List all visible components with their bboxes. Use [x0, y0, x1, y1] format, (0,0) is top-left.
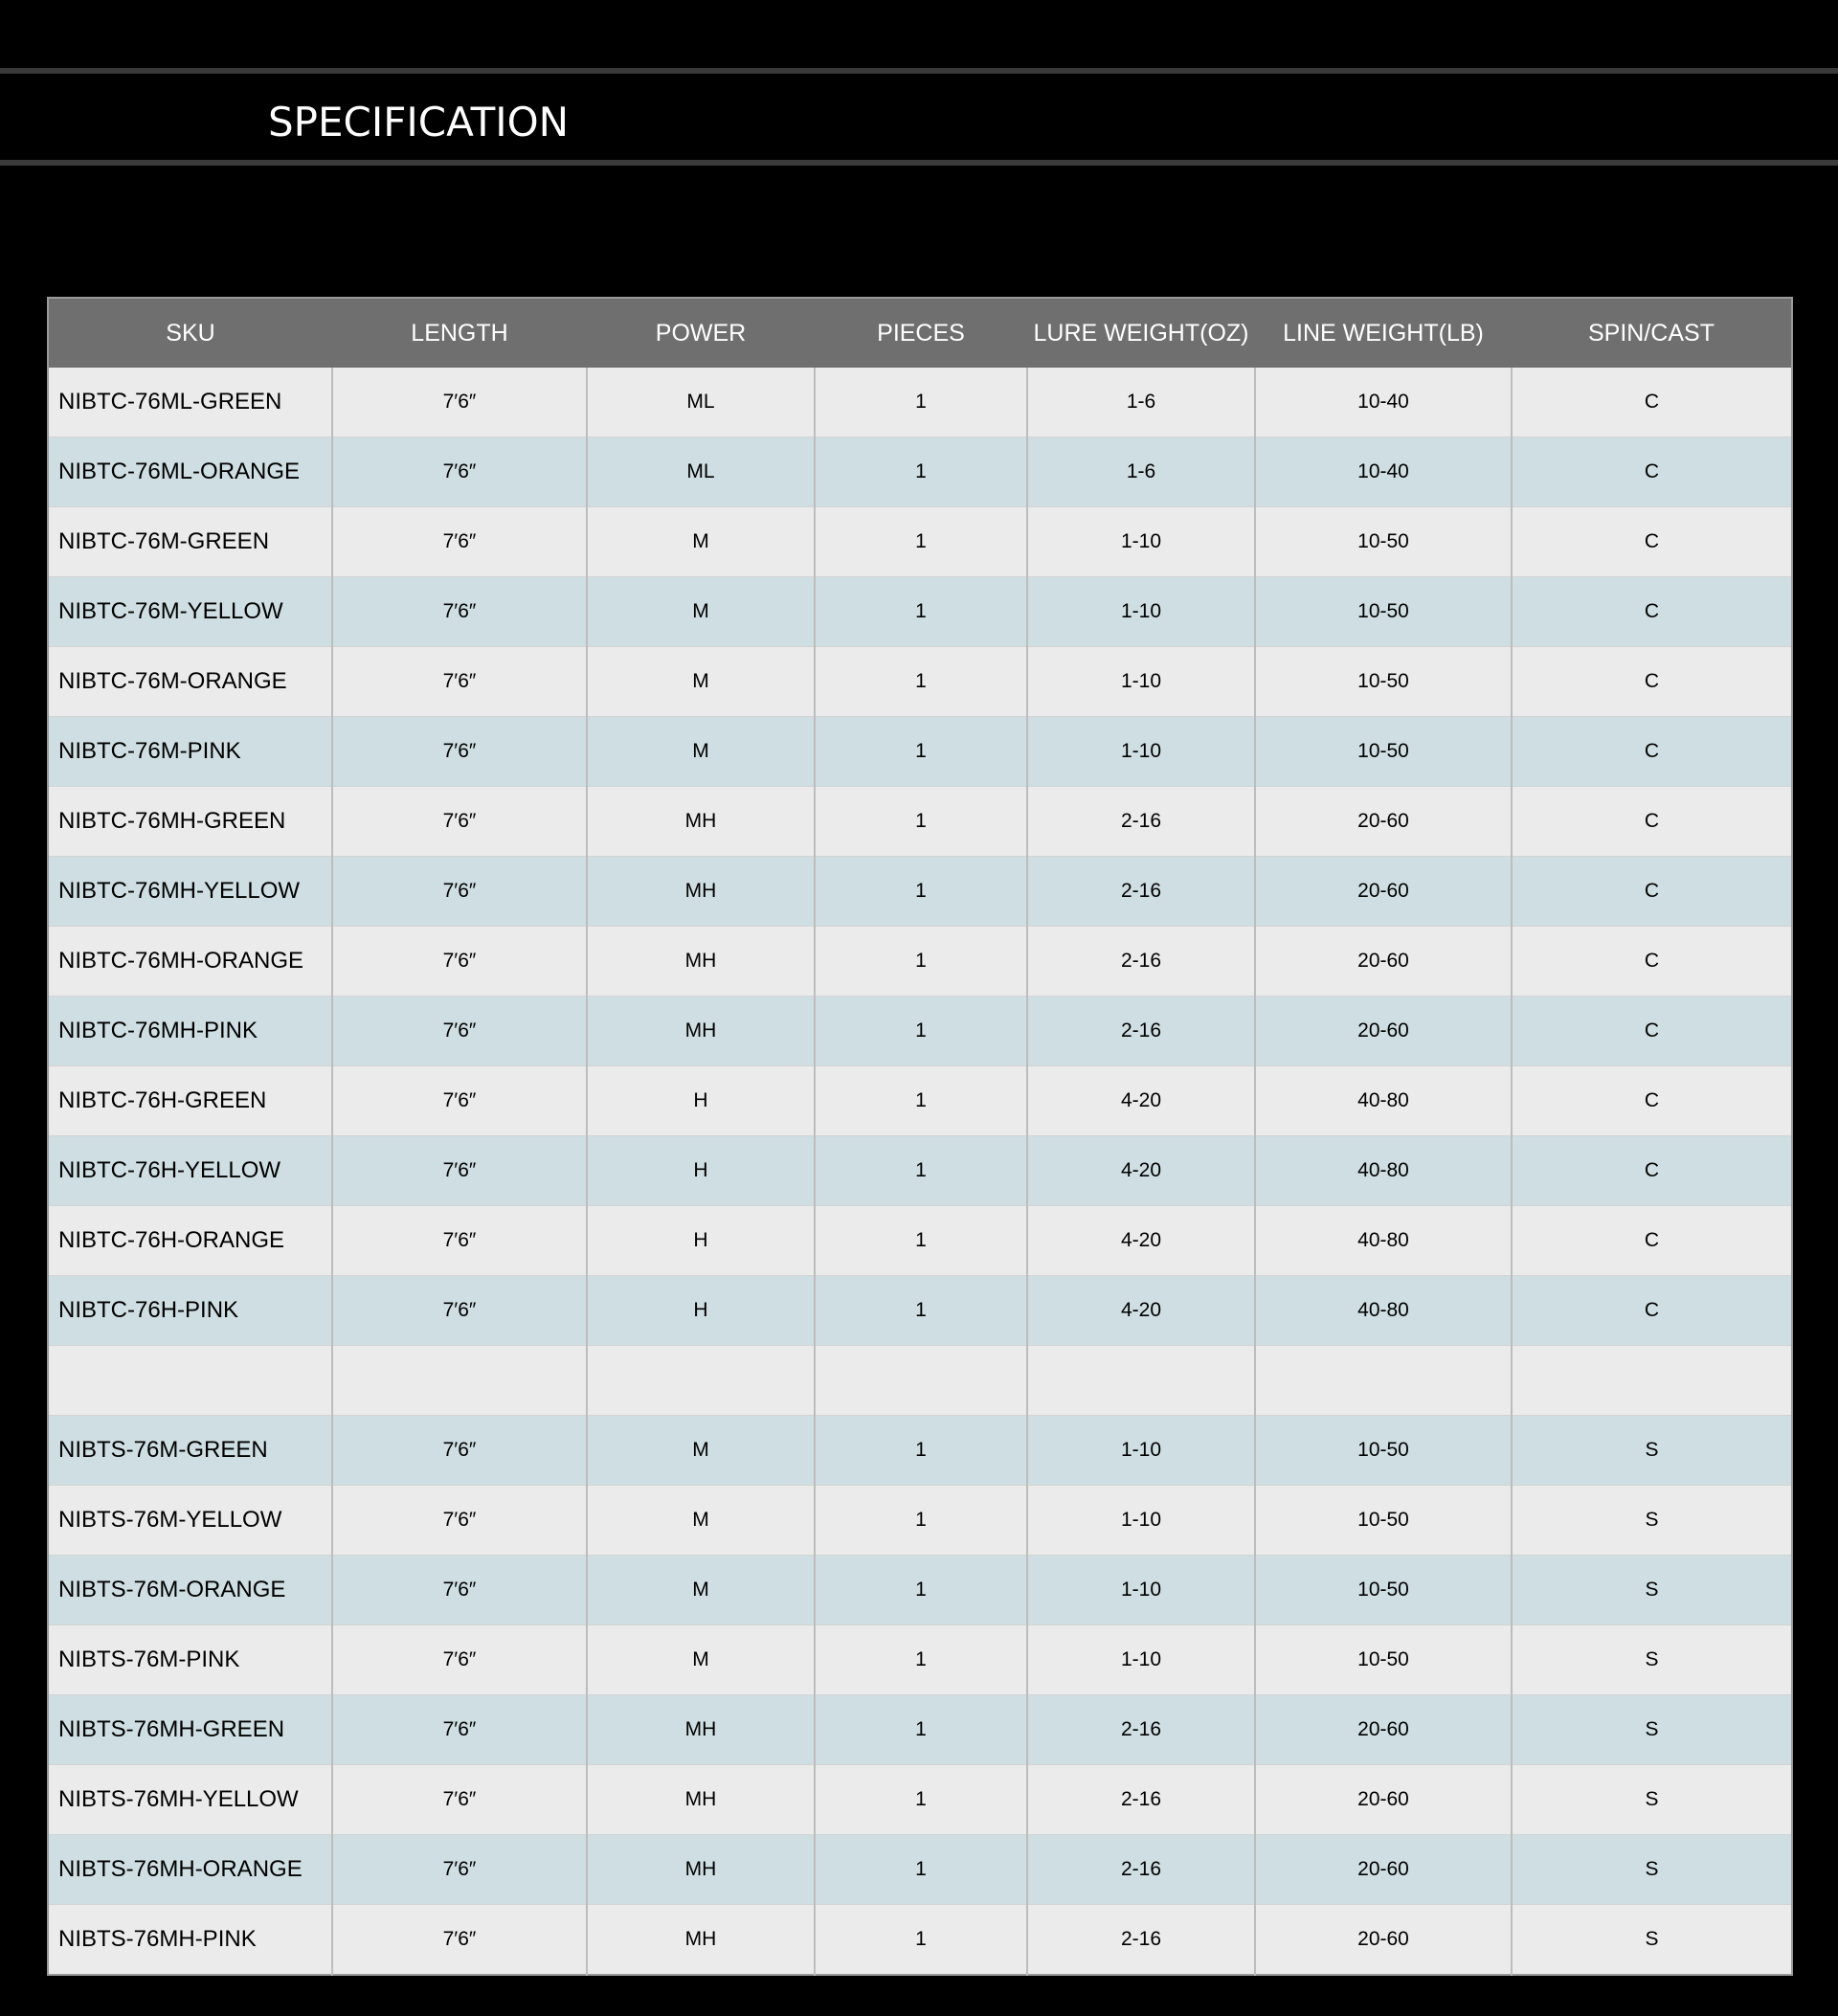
cell-pieces: 1 [815, 1625, 1027, 1695]
cell-sku: NIBTS-76M-YELLOW [48, 1486, 332, 1556]
cell-length: 7′6″ [332, 368, 587, 437]
table-row [48, 1276, 1792, 1346]
cell-lure-weight: 2-16 [1027, 927, 1255, 997]
cell-pieces: 1 [815, 787, 1027, 857]
cell-spin-cast: C [1512, 787, 1792, 857]
cell-line-weight: 10-50 [1255, 717, 1512, 787]
cell-sku: NIBTC-76M-YELLOW [48, 577, 332, 647]
cell-spin-cast: S [1512, 1556, 1792, 1625]
cell-pieces [815, 1346, 1027, 1416]
cell-line-weight: 10-50 [1255, 1486, 1512, 1556]
cell-line-weight: 20-60 [1255, 787, 1512, 857]
column-header-sku: SKU [48, 298, 332, 368]
cell-length: 7′6″ [332, 857, 587, 927]
cell-power: M [587, 577, 815, 647]
cell-line-weight: 20-60 [1255, 1835, 1512, 1905]
page-title: SPECIFICATION [268, 99, 570, 146]
cell-spin-cast: C [1512, 577, 1792, 647]
table-row [48, 857, 1792, 927]
cell-sku: NIBTS-76M-PINK [48, 1625, 332, 1695]
cell-spin-cast: S [1512, 1416, 1792, 1486]
cell-lure-weight: 2-16 [1027, 1905, 1255, 1976]
cell-lure-weight: 2-16 [1027, 1765, 1255, 1835]
cell-sku: NIBTC-76MH-GREEN [48, 787, 332, 857]
cell-lure-weight: 1-6 [1027, 368, 1255, 437]
cell-lure-weight [1027, 1346, 1255, 1416]
cell-pieces: 1 [815, 1276, 1027, 1346]
cell-line-weight [1255, 1346, 1512, 1416]
cell-line-weight: 10-50 [1255, 1556, 1512, 1625]
cell-power: M [587, 507, 815, 577]
table-row [48, 1556, 1792, 1625]
cell-power: M [587, 1486, 815, 1556]
cell-sku: NIBTC-76M-GREEN [48, 507, 332, 577]
cell-spin-cast: C [1512, 1276, 1792, 1346]
table-row [48, 1416, 1792, 1486]
table-body [48, 368, 1792, 1975]
cell-sku: NIBTC-76ML-ORANGE [48, 437, 332, 507]
cell-sku [48, 1346, 332, 1416]
cell-line-weight: 20-60 [1255, 927, 1512, 997]
cell-line-weight: 10-50 [1255, 647, 1512, 717]
cell-power: M [587, 1556, 815, 1625]
cell-length: 7′6″ [332, 1765, 587, 1835]
cell-pieces: 1 [815, 1136, 1027, 1206]
cell-lure-weight: 1-10 [1027, 1416, 1255, 1486]
cell-sku: NIBTC-76M-PINK [48, 717, 332, 787]
column-header-line-weight: LINE WEIGHT(LB) [1255, 298, 1512, 368]
cell-line-weight: 40-80 [1255, 1276, 1512, 1346]
cell-spin-cast: C [1512, 507, 1792, 577]
cell-pieces: 1 [815, 717, 1027, 787]
cell-spin-cast: C [1512, 1066, 1792, 1136]
cell-line-weight: 40-80 [1255, 1066, 1512, 1136]
cell-lure-weight: 1-10 [1027, 577, 1255, 647]
cell-pieces: 1 [815, 1066, 1027, 1136]
cell-power: M [587, 1625, 815, 1695]
cell-pieces: 1 [815, 647, 1027, 717]
cell-line-weight: 40-80 [1255, 1136, 1512, 1206]
cell-power: MH [587, 1835, 815, 1905]
cell-pieces: 1 [815, 927, 1027, 997]
cell-spin-cast: C [1512, 1206, 1792, 1276]
cell-length: 7′6″ [332, 1206, 587, 1276]
table-row [48, 368, 1792, 437]
cell-line-weight: 10-50 [1255, 1416, 1512, 1486]
cell-length: 7′6″ [332, 437, 587, 507]
cell-spin-cast: S [1512, 1625, 1792, 1695]
table-row [48, 577, 1792, 647]
cell-sku: NIBTS-76MH-GREEN [48, 1695, 332, 1765]
table-row [48, 1695, 1792, 1765]
cell-power: MH [587, 1765, 815, 1835]
cell-lure-weight: 4-20 [1027, 1206, 1255, 1276]
cell-power: M [587, 647, 815, 717]
cell-pieces: 1 [815, 1486, 1027, 1556]
table-row [48, 647, 1792, 717]
cell-spin-cast: S [1512, 1905, 1792, 1976]
cell-sku: NIBTS-76M-ORANGE [48, 1556, 332, 1625]
cell-lure-weight: 2-16 [1027, 997, 1255, 1066]
cell-power: MH [587, 1695, 815, 1765]
cell-line-weight: 10-40 [1255, 368, 1512, 437]
cell-pieces: 1 [815, 1835, 1027, 1905]
cell-sku: NIBTC-76MH-ORANGE [48, 927, 332, 997]
cell-power: H [587, 1206, 815, 1276]
cell-length: 7′6″ [332, 1835, 587, 1905]
cell-length: 7′6″ [332, 577, 587, 647]
cell-power [587, 1346, 815, 1416]
table-row [48, 997, 1792, 1066]
cell-lure-weight: 1-10 [1027, 717, 1255, 787]
table-row [48, 1765, 1792, 1835]
cell-sku: NIBTC-76MH-YELLOW [48, 857, 332, 927]
cell-line-weight: 20-60 [1255, 997, 1512, 1066]
cell-length: 7′6″ [332, 997, 587, 1066]
cell-power: H [587, 1066, 815, 1136]
cell-sku: NIBTS-76MH-YELLOW [48, 1765, 332, 1835]
cell-length: 7′6″ [332, 647, 587, 717]
cell-line-weight: 10-50 [1255, 1625, 1512, 1695]
cell-pieces: 1 [815, 507, 1027, 577]
cell-pieces: 1 [815, 857, 1027, 927]
cell-spin-cast: C [1512, 647, 1792, 717]
cell-spin-cast: C [1512, 368, 1792, 437]
cell-length [332, 1346, 587, 1416]
cell-spin-cast: S [1512, 1486, 1792, 1556]
cell-lure-weight: 2-16 [1027, 1835, 1255, 1905]
cell-spin-cast: C [1512, 927, 1792, 997]
cell-sku: NIBTC-76M-ORANGE [48, 647, 332, 717]
table-row [48, 1346, 1792, 1416]
cell-length: 7′6″ [332, 717, 587, 787]
cell-sku: NIBTC-76H-YELLOW [48, 1136, 332, 1206]
column-header-pieces: PIECES [815, 298, 1027, 368]
cell-spin-cast: S [1512, 1765, 1792, 1835]
cell-lure-weight: 1-10 [1027, 507, 1255, 577]
cell-length: 7′6″ [332, 927, 587, 997]
cell-sku: NIBTC-76MH-PINK [48, 997, 332, 1066]
cell-spin-cast: S [1512, 1835, 1792, 1905]
column-header-spin-cast: SPIN/CAST [1512, 298, 1792, 368]
cell-length: 7′6″ [332, 1556, 587, 1625]
cell-lure-weight: 1-6 [1027, 437, 1255, 507]
cell-pieces: 1 [815, 577, 1027, 647]
cell-line-weight: 10-50 [1255, 507, 1512, 577]
table-row [48, 1486, 1792, 1556]
cell-power: ML [587, 368, 815, 437]
cell-line-weight: 10-50 [1255, 577, 1512, 647]
cell-pieces: 1 [815, 1206, 1027, 1276]
cell-sku: NIBTC-76H-GREEN [48, 1066, 332, 1136]
table-row [48, 1066, 1792, 1136]
cell-spin-cast: C [1512, 857, 1792, 927]
table-row [48, 787, 1792, 857]
cell-power: M [587, 1416, 815, 1486]
cell-pieces: 1 [815, 1416, 1027, 1486]
cell-pieces: 1 [815, 997, 1027, 1066]
table-row [48, 717, 1792, 787]
cell-lure-weight: 1-10 [1027, 647, 1255, 717]
cell-line-weight: 40-80 [1255, 1206, 1512, 1276]
cell-lure-weight: 4-20 [1027, 1066, 1255, 1136]
cell-power: ML [587, 437, 815, 507]
table-header-row [48, 298, 1792, 368]
table-row [48, 1206, 1792, 1276]
cell-pieces: 1 [815, 368, 1027, 437]
table-row [48, 1625, 1792, 1695]
cell-line-weight: 20-60 [1255, 1695, 1512, 1765]
cell-lure-weight: 1-10 [1027, 1486, 1255, 1556]
cell-power: H [587, 1136, 815, 1206]
cell-length: 7′6″ [332, 1695, 587, 1765]
cell-spin-cast: S [1512, 1695, 1792, 1765]
cell-pieces: 1 [815, 437, 1027, 507]
cell-lure-weight: 1-10 [1027, 1556, 1255, 1625]
cell-lure-weight: 2-16 [1027, 857, 1255, 927]
cell-length: 7′6″ [332, 1625, 587, 1695]
header-rule-bottom [0, 160, 1838, 166]
table-row [48, 1905, 1792, 1976]
cell-power: M [587, 717, 815, 787]
cell-lure-weight: 1-10 [1027, 1625, 1255, 1695]
cell-line-weight: 10-40 [1255, 437, 1512, 507]
cell-power: MH [587, 1905, 815, 1976]
cell-sku: NIBTC-76H-ORANGE [48, 1206, 332, 1276]
cell-length: 7′6″ [332, 1486, 587, 1556]
cell-sku: NIBTS-76MH-PINK [48, 1905, 332, 1976]
cell-line-weight: 20-60 [1255, 1765, 1512, 1835]
cell-power: MH [587, 927, 815, 997]
cell-power: H [587, 1276, 815, 1346]
table-row [48, 927, 1792, 997]
cell-sku: NIBTS-76MH-ORANGE [48, 1835, 332, 1905]
cell-pieces: 1 [815, 1765, 1027, 1835]
table-row [48, 1835, 1792, 1905]
cell-pieces: 1 [815, 1695, 1027, 1765]
cell-sku: NIBTS-76M-GREEN [48, 1416, 332, 1486]
cell-lure-weight: 2-16 [1027, 1695, 1255, 1765]
cell-spin-cast [1512, 1346, 1792, 1416]
cell-length: 7′6″ [332, 507, 587, 577]
cell-lure-weight: 4-20 [1027, 1276, 1255, 1346]
header-rule-top [0, 68, 1838, 74]
column-header-lure-weight: LURE WEIGHT(OZ) [1027, 298, 1255, 368]
cell-spin-cast: C [1512, 997, 1792, 1066]
cell-spin-cast: C [1512, 1136, 1792, 1206]
cell-pieces: 1 [815, 1556, 1027, 1625]
cell-power: MH [587, 857, 815, 927]
cell-length: 7′6″ [332, 1276, 587, 1346]
cell-spin-cast: C [1512, 717, 1792, 787]
cell-line-weight: 20-60 [1255, 857, 1512, 927]
cell-sku: NIBTC-76ML-GREEN [48, 368, 332, 437]
cell-length: 7′6″ [332, 1905, 587, 1976]
cell-length: 7′6″ [332, 1416, 587, 1486]
cell-length: 7′6″ [332, 1066, 587, 1136]
column-header-length: LENGTH [332, 298, 587, 368]
cell-length: 7′6″ [332, 1136, 587, 1206]
table-row [48, 437, 1792, 507]
specification-table [47, 297, 1793, 1976]
cell-lure-weight: 2-16 [1027, 787, 1255, 857]
cell-power: MH [587, 997, 815, 1066]
cell-length: 7′6″ [332, 787, 587, 857]
table-row [48, 1136, 1792, 1206]
cell-power: MH [587, 787, 815, 857]
cell-sku: NIBTC-76H-PINK [48, 1276, 332, 1346]
cell-spin-cast: C [1512, 437, 1792, 507]
table-row [48, 507, 1792, 577]
column-header-power: POWER [587, 298, 815, 368]
cell-pieces: 1 [815, 1905, 1027, 1976]
cell-line-weight: 20-60 [1255, 1905, 1512, 1976]
cell-lure-weight: 4-20 [1027, 1136, 1255, 1206]
